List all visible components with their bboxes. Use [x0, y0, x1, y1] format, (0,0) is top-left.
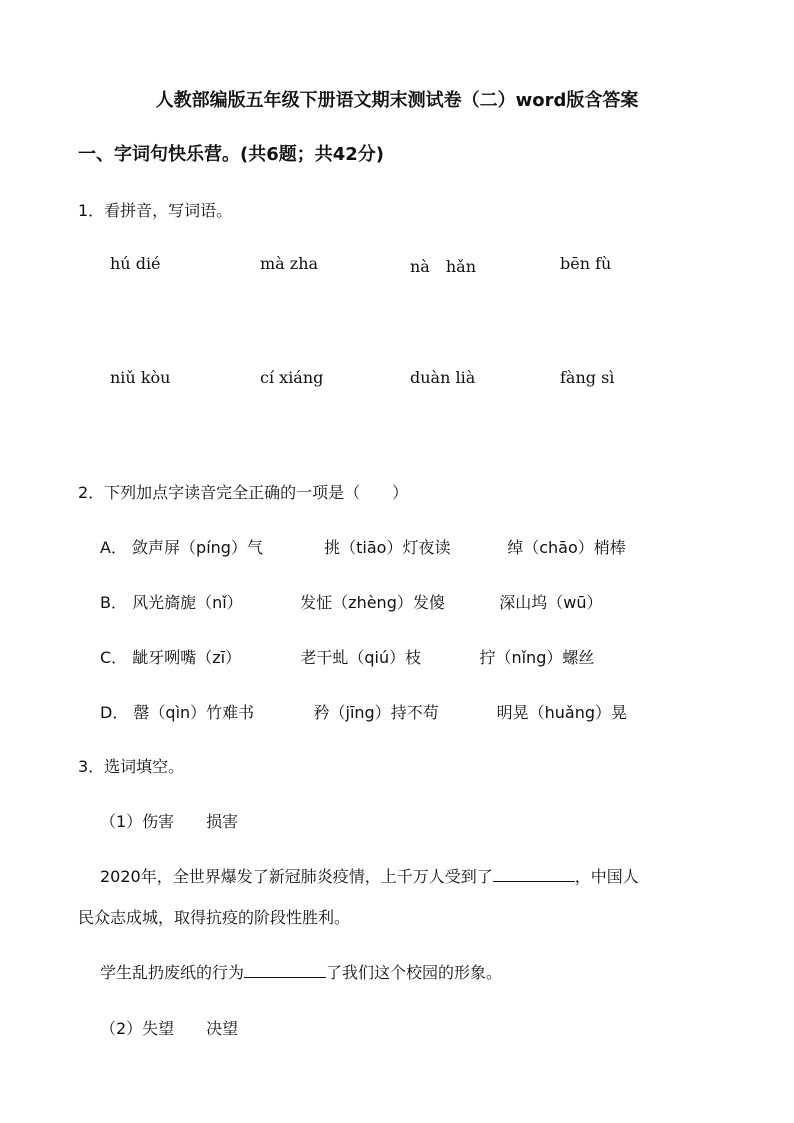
fill-blank[interactable]: [493, 865, 575, 882]
option-d[interactable]: [100, 700, 627, 723]
option-letter: D．: [100, 703, 129, 722]
option-item: 明晃（huǎng）晃: [496, 703, 627, 722]
fill-blank[interactable]: [244, 961, 326, 978]
sentence-1: [100, 864, 639, 887]
pinyin-item: mà zha: [260, 254, 319, 273]
option-item: 龇牙咧嘴（zī）: [132, 648, 242, 667]
pinyin-item: hú dié: [110, 254, 161, 273]
sentence-1-continued: 民众志成城，取得抗疫的阶段性胜利。: [78, 908, 351, 927]
option-item: 罄（qìn）竹难书: [133, 703, 255, 722]
option-letter: B．: [100, 593, 127, 612]
question-3-stem: 3．选词填空。: [78, 757, 185, 776]
pinyin-item: bēn fù: [560, 254, 612, 273]
sentence-2: [100, 960, 502, 983]
option-item: 敛声屏（píng）气: [132, 538, 263, 557]
option-a[interactable]: [100, 535, 626, 558]
pinyin-item: cí xiáng: [260, 368, 324, 387]
option-item: 老干虬（qiú）枝: [300, 648, 422, 667]
option-item: 深山坞（wū）: [499, 593, 603, 612]
pinyin-item: niǔ kòu: [110, 368, 171, 387]
option-item: 挑（tiāo）灯夜读: [324, 538, 451, 557]
pinyin-item: fàng sì: [560, 368, 615, 387]
sentence-text: 学生乱扔废纸的行为: [100, 963, 245, 982]
option-letter: C．: [100, 648, 128, 667]
section-heading: 一、字词句快乐营。(共6题；共42分): [78, 144, 385, 165]
option-item: 拧（nǐng）螺丝: [479, 648, 595, 667]
question-2-stem: 2．下列加点字读音完全正确的一项是（ ）: [78, 483, 409, 502]
option-letter: A．: [100, 538, 127, 557]
option-item: 发怔（zhèng）发傻: [300, 593, 445, 612]
word-choice-1: （1）伤害 损害: [100, 812, 239, 831]
option-item: 绰（chāo）梢棒: [507, 538, 626, 557]
pinyin-item: duàn lià: [410, 368, 476, 387]
question-1-stem: 1．看拼音，写词语。: [78, 201, 233, 220]
sentence-text: 了我们这个校园的形象。: [326, 963, 503, 982]
option-item: 矜（jīng）持不苟: [313, 703, 439, 722]
option-item: 风光旖旎（nǐ）: [132, 593, 243, 612]
option-c[interactable]: [100, 645, 594, 668]
document-title: 人教部编版五年级下册语文期末测试卷（二）word版含答案: [155, 90, 639, 111]
sentence-text: ，中国人: [574, 867, 639, 886]
sentence-text: 2020年，全世界爆发了新冠肺炎疫情，上千万人受到了: [100, 867, 493, 886]
word-choice-2: （2）失望 决望: [100, 1019, 239, 1038]
pinyin-item: nà hǎn: [410, 257, 476, 276]
option-b[interactable]: [100, 590, 603, 613]
